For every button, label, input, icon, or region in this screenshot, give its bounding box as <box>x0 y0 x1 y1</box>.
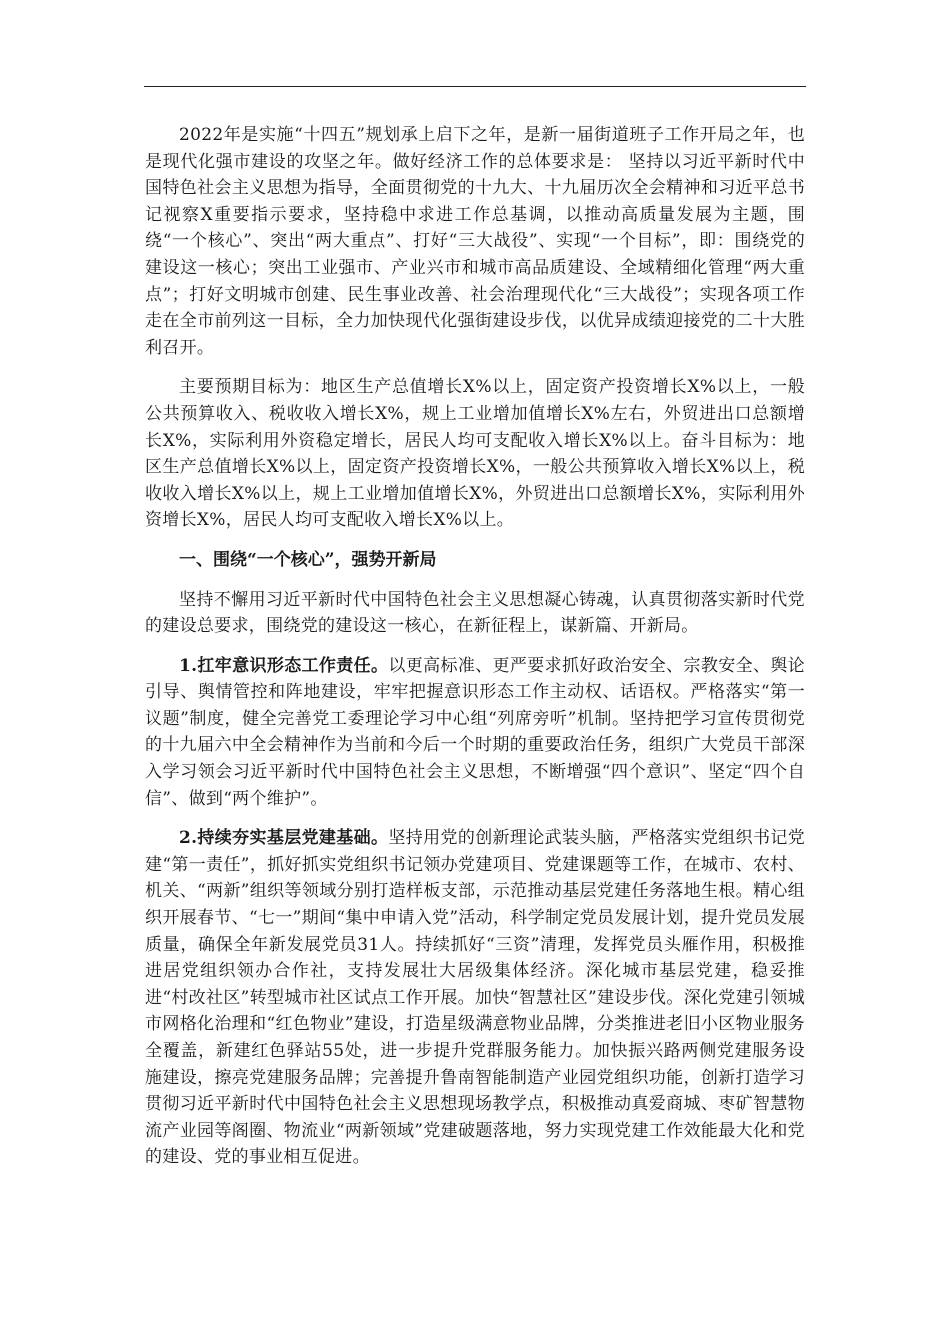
item-text: 坚持用党的创新理论武装头脑，严格落实党组织书记党建“第一责任”，抓好抓实党组织书记领办党建项目、党建课题等工作，在城市、农村、机关、“两新”组织等领域分别打造样板支部，示范推动基层党建任务落地生根。精心组织开展春节、“七一”期间“集中申请入党”活动，科学制定党员发展计划，提升党员发展质量，确保全年新发展党员31人。持续抓好“三资”清理，发挥党员头雁作用，积极推进居党组织领办合作社，支持发展壮大居级集体经济。深化城市基层党建，稳妥推进“村改社区”转型城市社区试点工作开展。加快“智慧社区”建设步伐。深化党建引领城市网格化治理和“红色物业”建设，打造星级满意物业品牌，分类推进老旧小区物业服务全覆盖，新建红色驿站55处，进一步提升党群服务能力。加快振兴路两侧党建服务设施建设，擦亮党建服务品牌；完善提升鲁南智能制造产业园党组织功能，创新打造学习贯彻习近平新时代中国特色社会主义思想现场教学点，积极推动真爱商城、枣矿智慧物流产业园等阁圈、物流业“两新领域”党建破题落地，努力实现党建工作效能最大化和党的建设、党的事业相互促进。 <box>145 828 805 1168</box>
paragraph-targets: 主要预期目标为：地区生产总值增长X%以上，固定资产投资增长X%以上，一般公共预算收入、税收收入增长X%，规上工业增加值增长X%左右，外贸进出口总额增长X%，实际利用外资稳定增长，居民人均可支配收入增长X%以上。奋斗目标为：地区生产总值增长X%以上，固定资产投资增长X%，一般公共预算收入增长X%以上，税收收入增长X%以上，规上工业增加值增长X%，外贸进出口总额增长X%，实际利用外资增长X%，居民人均可支配收入增长X%以上。 <box>145 377 805 531</box>
item-ideology <box>145 653 805 813</box>
section-heading: 一、围绕“一个核心”，强势开新局 <box>179 549 437 570</box>
section-intro: 坚持不懈用习近平新时代中国特色社会主义思想凝心铸魂，认真贯彻落实新时代党的建设总要求，围绕党的建设这一核心，在新征程上，谋新篇、开新局。 <box>145 589 805 637</box>
paragraph-overview: 2022年是实施“十四五”规划承上启下之年，是新一届街道班子工作开局之年，也是现代化强市建设的攻坚之年。做好经济工作的总体要求是： 坚持以习近平新时代中国特色社会主义思想为指导，全面贯彻党的十九大、十九届历次全会精神和习近平总书记视察X重要指示要求，坚持稳中求进工作总基调，以推动高质量发展为主题，围绕“一个核心”、突出“两大重点”、打好“三大战役”、实现“一个目标”，即：围绕党的建设这一核心；突出工业强市、产业兴市和城市高品质建设、全域精细化管理“两大重点”；打好文明城市创建、民生事业改善、社会治理现代化“三大战役”；实现各项工作走在全市前列这一目标，全力加快现代化强街建设步伐，以优异成绩迎接党的二十大胜利召开。 <box>145 125 805 358</box>
header-rule <box>144 86 806 87</box>
item-party-building <box>145 825 805 1171</box>
document-body <box>145 122 805 1184</box>
item-lead: 2.持续夯实基层党建基础。 <box>179 828 389 849</box>
item-text: 以更高标准、更严要求抓好政治安全、宗教安全、舆论引导、舆情管控和阵地建设，牢牢把握意识形态工作主动权、话语权。严格落实“第一议题”制度，健全完善党工委理论学习中心组“列席旁听”机制。坚持把学习宣传贯彻党的十九届六中全会精神作为当前和今后一个时期的重要政治任务，组织广大党员干部深入学习领会习近平新时代中国特色社会主义思想，不断增强“四个意识”、坚定“四个自信”、做到“两个维护”。 <box>145 655 805 809</box>
item-lead: 1.扛牢意识形态工作责任。 <box>179 655 389 676</box>
